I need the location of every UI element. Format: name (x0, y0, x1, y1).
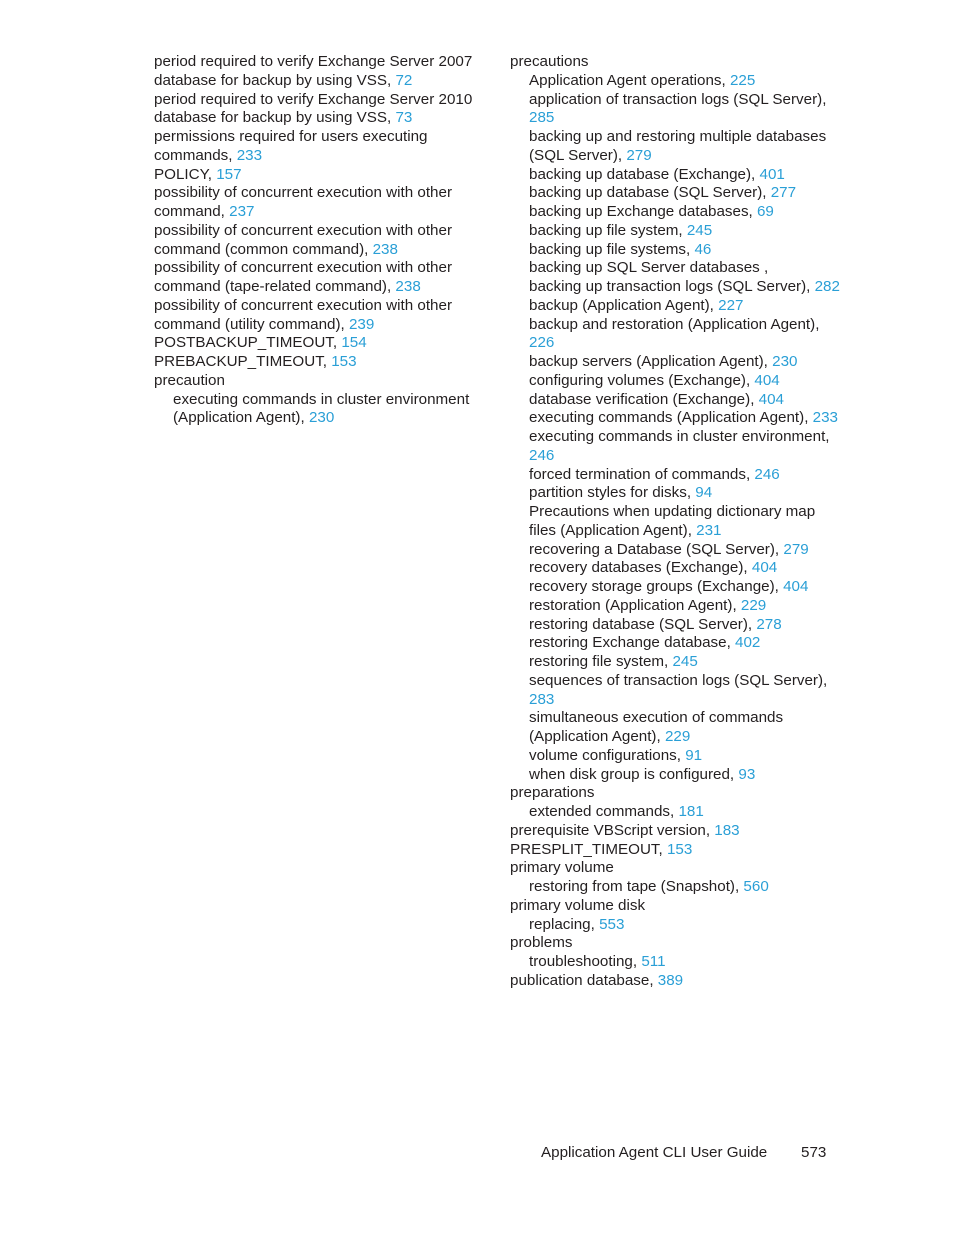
index-entry (510, 934, 840, 953)
index-subentry (510, 597, 840, 616)
page-link[interactable]: 153 (331, 353, 357, 370)
page-link[interactable]: 285 (529, 109, 555, 127)
index-subentry (510, 578, 840, 597)
index-column-right (510, 53, 840, 991)
index-term: precautions (510, 53, 589, 70)
index-subentry (510, 747, 840, 766)
index-term: prerequisite VBScript version, (510, 821, 715, 839)
index-term: period required to verify Exchange Server 2010 database for backup by using VSS, (154, 90, 473, 127)
page-link[interactable]: 233 (236, 146, 263, 164)
page-link[interactable]: 279 (626, 146, 652, 164)
page-link[interactable]: 238 (395, 278, 421, 295)
index-column-left (154, 53, 484, 428)
page-link[interactable]: 230 (308, 409, 335, 427)
index-term: replacing, (529, 915, 600, 933)
index-term: publication database, (510, 971, 658, 989)
index-term: possibility of concurrent execution with other command, (154, 184, 452, 220)
page-link[interactable]: 93 (738, 765, 756, 783)
index-entry (510, 822, 840, 841)
index-term: backup servers (Application Agent), (529, 353, 773, 370)
index-term: possibility of concurrent execution with other command (tape-related command), (154, 259, 452, 295)
page-link[interactable]: 245 (686, 221, 713, 239)
page-link[interactable]: 246 (754, 465, 780, 483)
page-link[interactable]: 46 (694, 240, 712, 258)
index-subentry (510, 297, 840, 316)
page-link[interactable]: 91 (685, 746, 703, 764)
index-entry (154, 372, 484, 391)
index-entry (510, 53, 840, 72)
page-link[interactable]: 560 (743, 878, 769, 895)
index-entry (154, 184, 484, 222)
page-link[interactable]: 239 (348, 315, 375, 333)
index-entry (154, 297, 484, 335)
index-term: precaution (154, 371, 225, 389)
index-term: backup (Application Agent), (529, 296, 719, 314)
index-entry (154, 166, 484, 185)
index-entry (154, 53, 484, 91)
page-link[interactable]: 404 (758, 390, 784, 408)
page-link[interactable]: 157 (216, 165, 242, 183)
index-term: POSTBACKUP_TIMEOUT, (154, 334, 342, 352)
index-term: when disk group is configured, (529, 765, 739, 783)
index-entry (510, 859, 840, 878)
index-subentry (510, 616, 840, 635)
index-subentry (510, 278, 840, 297)
index-subentry (510, 484, 840, 503)
page-link[interactable]: 181 (678, 803, 704, 820)
index-subentry (510, 916, 840, 935)
page-link[interactable]: 73 (395, 109, 413, 127)
page-link[interactable]: 94 (695, 484, 713, 502)
index-subentry (510, 803, 840, 822)
page-link[interactable]: 282 (814, 278, 840, 295)
index-term: backup and restoration (Application Agent), (529, 315, 820, 333)
page-link[interactable]: 246 (529, 446, 555, 464)
index-term: restoring file system, (529, 653, 673, 670)
index-term: database verification (Exchange), (529, 390, 759, 408)
index-term: partition styles for disks, (529, 484, 696, 502)
index-term: backing up file systems, (529, 240, 695, 258)
index-term: PREBACKUP_TIMEOUT, (154, 353, 332, 370)
index-subentry (510, 409, 840, 428)
page-link[interactable]: 404 (754, 371, 780, 389)
index-term: Application Agent operations, (529, 71, 730, 89)
index-term: forced termination of commands, (529, 465, 755, 483)
index-entry (154, 222, 484, 260)
index-term: recovering a Database (SQL Server), (529, 540, 784, 558)
index-subentry (510, 541, 840, 560)
page-link[interactable]: 153 (666, 840, 693, 858)
index-term: configuring volumes (Exchange), (529, 371, 755, 389)
index-term: restoring from tape (Snapshot), (529, 878, 744, 895)
page-link[interactable]: 69 (756, 203, 774, 220)
page-link[interactable]: 279 (783, 540, 809, 558)
page-link[interactable]: 404 (751, 559, 778, 577)
page-link[interactable]: 225 (729, 71, 756, 89)
index-term: executing commands in cluster environment, (529, 428, 830, 445)
index-subentry (510, 184, 840, 203)
index-subentry (510, 634, 840, 653)
index-term: restoring Exchange database, (529, 634, 736, 652)
index-entry (154, 353, 484, 372)
page-footer (541, 1143, 841, 1163)
index-term: simultaneous execution of commands (Application Agent), (529, 709, 784, 745)
index-subentry (510, 466, 840, 485)
index-subentry (510, 353, 840, 372)
index-entry (510, 897, 840, 916)
index-term: POLICY, (154, 165, 217, 183)
index-subentry (510, 91, 840, 129)
index-subentry (510, 391, 840, 410)
index-term: restoring database (SQL Server), (529, 615, 757, 633)
index-subentry (510, 503, 840, 541)
index-subentry (510, 203, 840, 222)
page-link[interactable]: 511 (641, 953, 666, 970)
index-subentry (510, 953, 840, 972)
page-link[interactable]: 230 (772, 353, 798, 370)
index-subentry (154, 391, 484, 429)
index-entry (510, 784, 840, 803)
index-subentry (510, 428, 840, 466)
page-link[interactable]: 401 (759, 165, 785, 183)
index-term: problems (510, 934, 573, 952)
index-entry (154, 128, 484, 166)
index-term: permissions required for users executing commands, (154, 128, 428, 164)
index-subentry (510, 259, 840, 278)
index-term: restoration (Application Agent), (529, 596, 741, 614)
page-link[interactable]: 229 (740, 596, 767, 614)
index-subentry (510, 166, 840, 185)
index-term: backing up Exchange databases, (529, 203, 757, 220)
index-subentry (510, 766, 840, 785)
index-subentry (510, 878, 840, 897)
index-subentry (510, 559, 840, 578)
index-term: backing up SQL Server databases , (529, 259, 769, 277)
footer-title: Application Agent CLI User Guide (541, 1144, 768, 1161)
page-link[interactable]: 237 (229, 203, 255, 220)
index-term: extended commands, (529, 803, 679, 820)
page-link[interactable]: 154 (341, 334, 367, 352)
index-term: possibility of concurrent execution with other command (common command), (154, 221, 452, 258)
index-subentry (510, 672, 840, 710)
index-entry (154, 91, 484, 129)
index-subentry (510, 241, 840, 260)
index-term: period required to verify Exchange Server 2007 database for backup by using VSS, (154, 53, 473, 89)
index-term: recovery storage groups (Exchange), (529, 578, 784, 595)
index-term: backing up database (SQL Server), (529, 184, 771, 202)
index-entry (154, 334, 484, 353)
index-term: Precautions when updating dictionary map files (Application Agent), (529, 503, 816, 539)
index-term: possibility of concurrent execution with other command (utility command), (154, 296, 452, 333)
page-link[interactable]: 227 (718, 296, 744, 314)
index-subentry (510, 709, 840, 747)
index-entry (510, 841, 840, 860)
index-term: primary volume (510, 859, 614, 877)
index-subentry (510, 372, 840, 391)
index-term: PRESPLIT_TIMEOUT, (510, 840, 667, 858)
index-subentry (510, 128, 840, 166)
index-term: primary volume disk (510, 896, 646, 914)
page-link[interactable]: 245 (672, 653, 698, 670)
index-subentry (510, 653, 840, 672)
index-term: volume configurations, (529, 746, 686, 764)
index-entry (154, 259, 484, 297)
page-link[interactable]: 72 (395, 71, 413, 89)
index-term: preparations (510, 784, 595, 802)
index-entry (510, 972, 840, 991)
page-link[interactable]: 389 (657, 971, 684, 989)
index-term: troubleshooting, (529, 953, 642, 970)
index-term: executing commands (Application Agent), (529, 409, 813, 427)
page-link[interactable]: 238 (372, 240, 398, 258)
page-link[interactable]: 233 (812, 409, 838, 427)
page-link[interactable]: 229 (664, 728, 691, 745)
index-term: backing up transaction logs (SQL Server), (529, 278, 815, 295)
index-subentry (510, 222, 840, 241)
page-link[interactable]: 402 (735, 634, 761, 652)
page-link[interactable]: 226 (529, 334, 555, 352)
index-term: backing up and restoring multiple databases (SQL Server), (529, 128, 827, 164)
page-link[interactable]: 183 (714, 821, 740, 839)
index-term: sequences of transaction logs (SQL Server), (529, 671, 828, 689)
page-link[interactable]: 278 (756, 615, 782, 633)
index-term: backing up database (Exchange), (529, 165, 760, 183)
page-link[interactable]: 283 (529, 690, 555, 708)
index-term: backing up file system, (529, 221, 687, 239)
index-term: executing commands in cluster environment (Application Agent), (173, 390, 470, 427)
page-link[interactable]: 553 (599, 915, 625, 933)
footer-page-number: 573 (801, 1144, 827, 1161)
page-link[interactable]: 277 (770, 184, 797, 202)
page-link[interactable]: 231 (696, 521, 722, 539)
page-link[interactable]: 404 (783, 578, 809, 595)
index-subentry (510, 316, 840, 354)
index-term: application of transaction logs (SQL Server), (529, 90, 827, 108)
index-subentry (510, 72, 840, 91)
index-term: recovery databases (Exchange), (529, 559, 752, 577)
